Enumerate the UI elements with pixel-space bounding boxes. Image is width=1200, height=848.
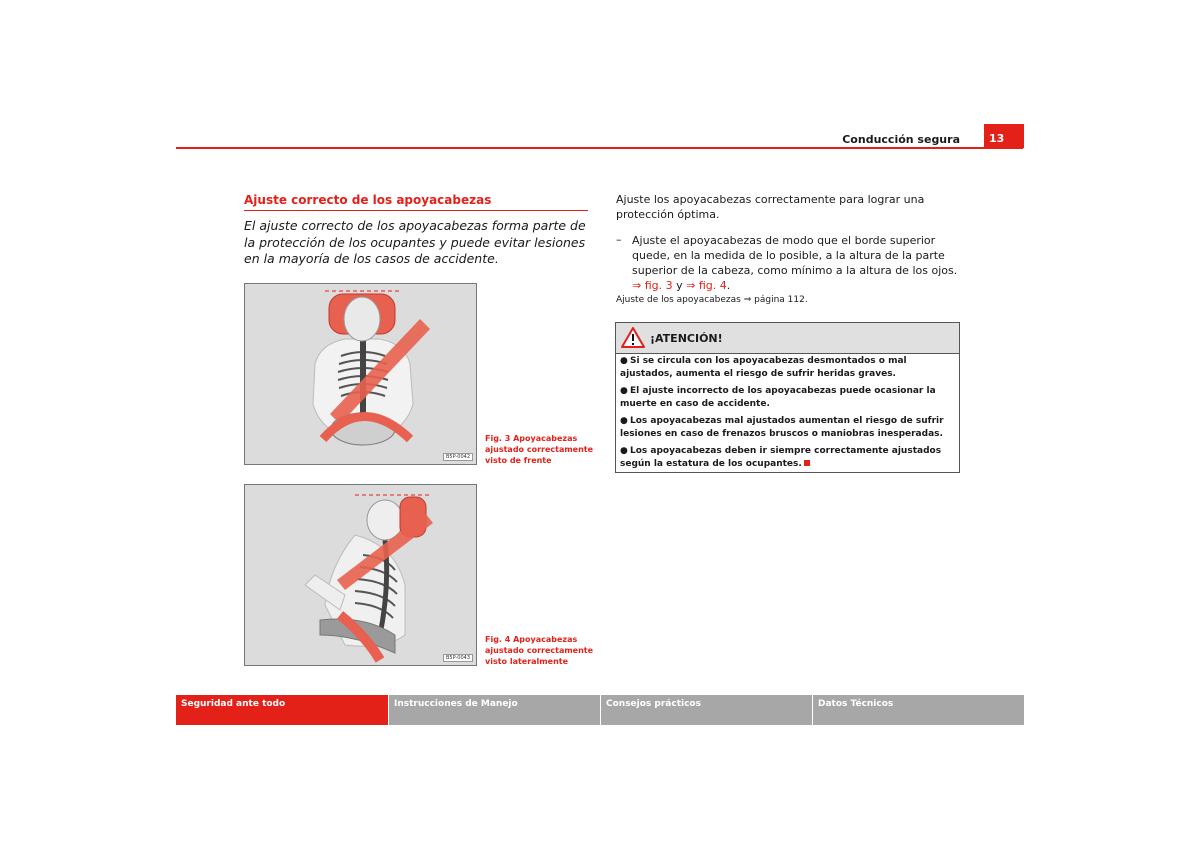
instruction-and: y bbox=[672, 279, 687, 292]
tab-label: Datos Técnicos bbox=[818, 699, 894, 709]
tab-instrucciones-de-manejo[interactable] bbox=[389, 695, 600, 725]
bullet-icon: ● bbox=[620, 416, 628, 426]
warning-item bbox=[620, 445, 955, 471]
caption-line: Fig. 4 Apoyacabezas bbox=[485, 635, 578, 644]
link-fig-4[interactable]: ⇒ fig. 4 bbox=[686, 279, 727, 292]
warning-triangle-icon bbox=[621, 327, 645, 348]
caption-line: ajustado correctamente bbox=[485, 445, 594, 454]
instruction-text: Ajuste el apoyacabezas de modo que el borde superior quede, en la medida de lo posible, a la altura de la parte superior de la cabeza, como mínimo a la altura de los ojos. bbox=[632, 234, 958, 277]
list-dash: – bbox=[616, 233, 622, 246]
warning-item bbox=[620, 385, 955, 411]
warning-header bbox=[616, 323, 959, 354]
caption-line: ajustado correctamente bbox=[485, 646, 594, 655]
figure-4-side-view bbox=[244, 484, 477, 666]
right-intro: Ajuste los apoyacabezas correctamente para lograr una protección óptima. bbox=[616, 193, 925, 221]
warning-box bbox=[615, 322, 960, 473]
tab-consejos-practicos[interactable] bbox=[601, 695, 812, 725]
warning-body bbox=[616, 354, 959, 471]
section-intro: El ajuste correcto de los apoyacabezas forma parte de la protección de los ocupantes y puede evitar lesiones en la mayoría de los casos de accidente. bbox=[244, 218, 586, 266]
running-header-title: Conducción segura bbox=[842, 133, 960, 146]
section-heading: Ajuste correcto de los apoyacabezas bbox=[244, 193, 492, 207]
caption-line: visto lateralmente bbox=[485, 657, 569, 666]
warning-item-text: Los apoyacabezas mal ajustados aumentan el riesgo de sufrir lesiones en caso de frenazos bruscos o maniobras inesperadas. bbox=[620, 416, 944, 439]
header-rule bbox=[176, 147, 1023, 149]
figure-4-caption bbox=[485, 634, 595, 667]
page-reference: Ajuste de los apoyacabezas ⇒ página 112. bbox=[616, 295, 808, 305]
warning-item-text: El ajuste incorrecto de los apoyacabezas puede ocasionar la muerte en caso de accidente. bbox=[620, 386, 936, 409]
instruction-end: . bbox=[726, 279, 731, 292]
footer-nav bbox=[176, 695, 1024, 725]
figure-3-front-view bbox=[244, 283, 477, 465]
page-number: 13 bbox=[984, 124, 1024, 148]
warning-item-text: Los apoyacabezas deben ir siempre correctamente ajustados según la estatura de los ocupantes. bbox=[620, 446, 942, 469]
caption-line: visto de frente bbox=[485, 456, 552, 465]
warning-item bbox=[620, 415, 955, 441]
warning-item bbox=[620, 355, 955, 381]
figure-3-illustration bbox=[245, 284, 477, 465]
tab-seguridad-ante-todo[interactable] bbox=[176, 695, 388, 725]
tab-label: Seguridad ante todo bbox=[181, 699, 286, 709]
tab-label: Consejos prácticos bbox=[606, 699, 701, 709]
tab-label: Instrucciones de Manejo bbox=[394, 699, 518, 709]
figure-code: B5P-0043 bbox=[443, 654, 473, 662]
instruction-item bbox=[632, 233, 962, 293]
heading-rule bbox=[244, 210, 588, 211]
bullet-icon: ● bbox=[620, 386, 628, 396]
figure-4-illustration bbox=[245, 485, 477, 666]
figure-3-caption bbox=[485, 433, 595, 466]
caption-line: Fig. 3 Apoyacabezas bbox=[485, 434, 578, 443]
end-square-icon bbox=[804, 460, 810, 466]
figure-code: B5P-0042 bbox=[443, 453, 473, 461]
bullet-icon: ● bbox=[620, 356, 628, 366]
tab-datos-tecnicos[interactable] bbox=[813, 695, 1024, 725]
bullet-icon: ● bbox=[620, 446, 628, 456]
warning-title: ¡ATENCIÓN! bbox=[650, 332, 723, 345]
warning-item-text: Si se circula con los apoyacabezas desmontados o mal ajustados, aumenta el riesgo de sufrir heridas graves. bbox=[620, 356, 907, 379]
link-fig-3[interactable]: ⇒ fig. 3 bbox=[632, 279, 673, 292]
